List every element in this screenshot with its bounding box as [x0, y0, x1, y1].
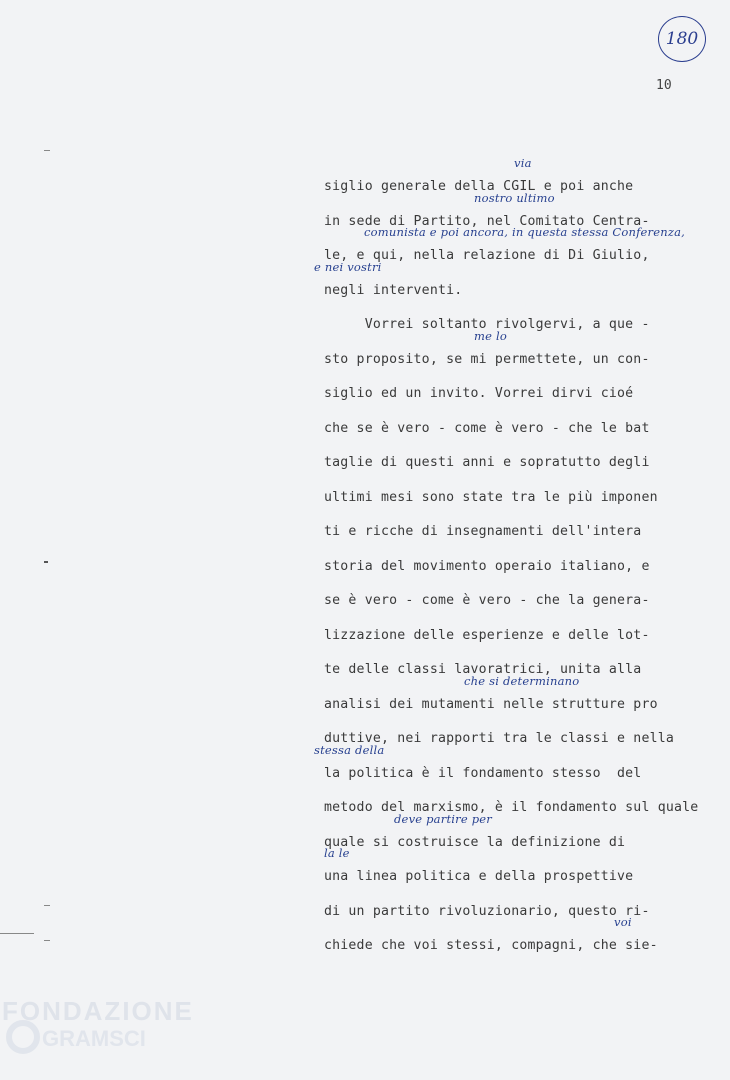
text-line	[324, 619, 684, 654]
typed-text-body	[314, 156, 699, 964]
handwritten-annotation: voi	[614, 915, 632, 929]
handwritten-annotation: comunista e poi ancora, in questa stessa Conferenza,	[364, 225, 686, 239]
watermark-line-1: FONDAZIONE	[2, 996, 194, 1026]
text-line	[324, 377, 684, 412]
text-line-content: sto proposito, se mi permettete, un con-	[324, 351, 650, 367]
text-line-content: metodo del marxismo, è il fondamento sul quale	[324, 800, 699, 815]
text-line	[324, 584, 684, 619]
text-line-content: duttive, nei rapporti tra le classi e nella	[324, 731, 675, 746]
text-line	[324, 481, 684, 516]
text-line	[314, 259, 684, 309]
text-line-content: analisi dei mutamenti nelle strutture pro	[324, 696, 658, 712]
text-line-content: una linea politica e della prospettive	[324, 869, 634, 884]
margin-tick	[0, 933, 34, 934]
text-line-content: se è vero - come è vero - che la genera-	[324, 593, 650, 608]
text-line	[324, 515, 684, 550]
text-line	[324, 846, 684, 895]
text-line-content: che se è vero - come è vero - che le bat	[324, 420, 650, 436]
text-line-content: quale si costruisce la definizione di	[324, 834, 626, 850]
text-line-content: in sede di Partito, nel Comitato Centra-	[324, 213, 650, 229]
handwritten-annotation: nostro ultimo	[474, 190, 555, 205]
archive-stamp	[658, 16, 706, 62]
text-line	[324, 446, 684, 481]
text-line-content: ultimi mesi sono state tra le più imponen	[324, 489, 658, 505]
text-line-content: le, e qui, nella relazione di Di Giulio,	[324, 248, 650, 263]
text-line	[324, 791, 699, 826]
text-line	[324, 811, 684, 861]
text-line-content: chiede che voi stessi, compagni, che sie-	[324, 938, 658, 953]
margin-tick	[44, 150, 50, 151]
text-line	[324, 550, 684, 585]
margin-tick	[44, 905, 50, 906]
handwritten-annotation: via	[514, 156, 532, 170]
text-line	[324, 412, 684, 447]
margin-tick	[44, 940, 50, 941]
archive-stamp-number: 180	[665, 29, 699, 49]
text-line-content: ti e ricche di insegnamenti dell'intera	[324, 524, 642, 539]
text-line-content: siglio ed un invito. Vorrei dirvi cioé	[324, 386, 634, 401]
watermark-line-2: GRAMSCI	[42, 1026, 146, 1051]
text-line-content: lizzazione delle esperienze e delle lot-	[324, 627, 650, 643]
text-line-content: negli interventi.	[324, 282, 463, 298]
text-line-content: storia del movimento operaio italiano, e	[324, 558, 650, 574]
text-line-content: siglio generale della CGIL e poi anche	[324, 179, 634, 194]
text-line-content: di un partito rivoluzionario, questo ri-	[324, 903, 650, 919]
handwritten-annotation: e nei vostri	[314, 259, 382, 274]
handwritten-annotation: deve partire per	[394, 811, 492, 826]
page-number: 10	[656, 78, 672, 93]
margin-tick	[44, 561, 48, 563]
handwritten-annotation: che si determinano	[464, 673, 580, 688]
handwritten-annotation: la le	[324, 846, 350, 860]
text-line	[324, 673, 684, 723]
text-line-content: la politica è il fondamento stesso del	[324, 765, 642, 781]
text-line-content: Vorrei soltanto rivolgervi, a que -	[324, 317, 650, 332]
text-line-content: te delle classi lavoratrici, unita alla	[324, 662, 642, 677]
text-line	[324, 328, 684, 378]
text-line	[324, 915, 684, 964]
text-line	[314, 742, 684, 792]
handwritten-annotation: me lo	[474, 328, 507, 343]
handwritten-annotation: stessa della	[314, 742, 385, 757]
text-line-content: taglie di questi anni e sopratutto degli	[324, 455, 650, 470]
